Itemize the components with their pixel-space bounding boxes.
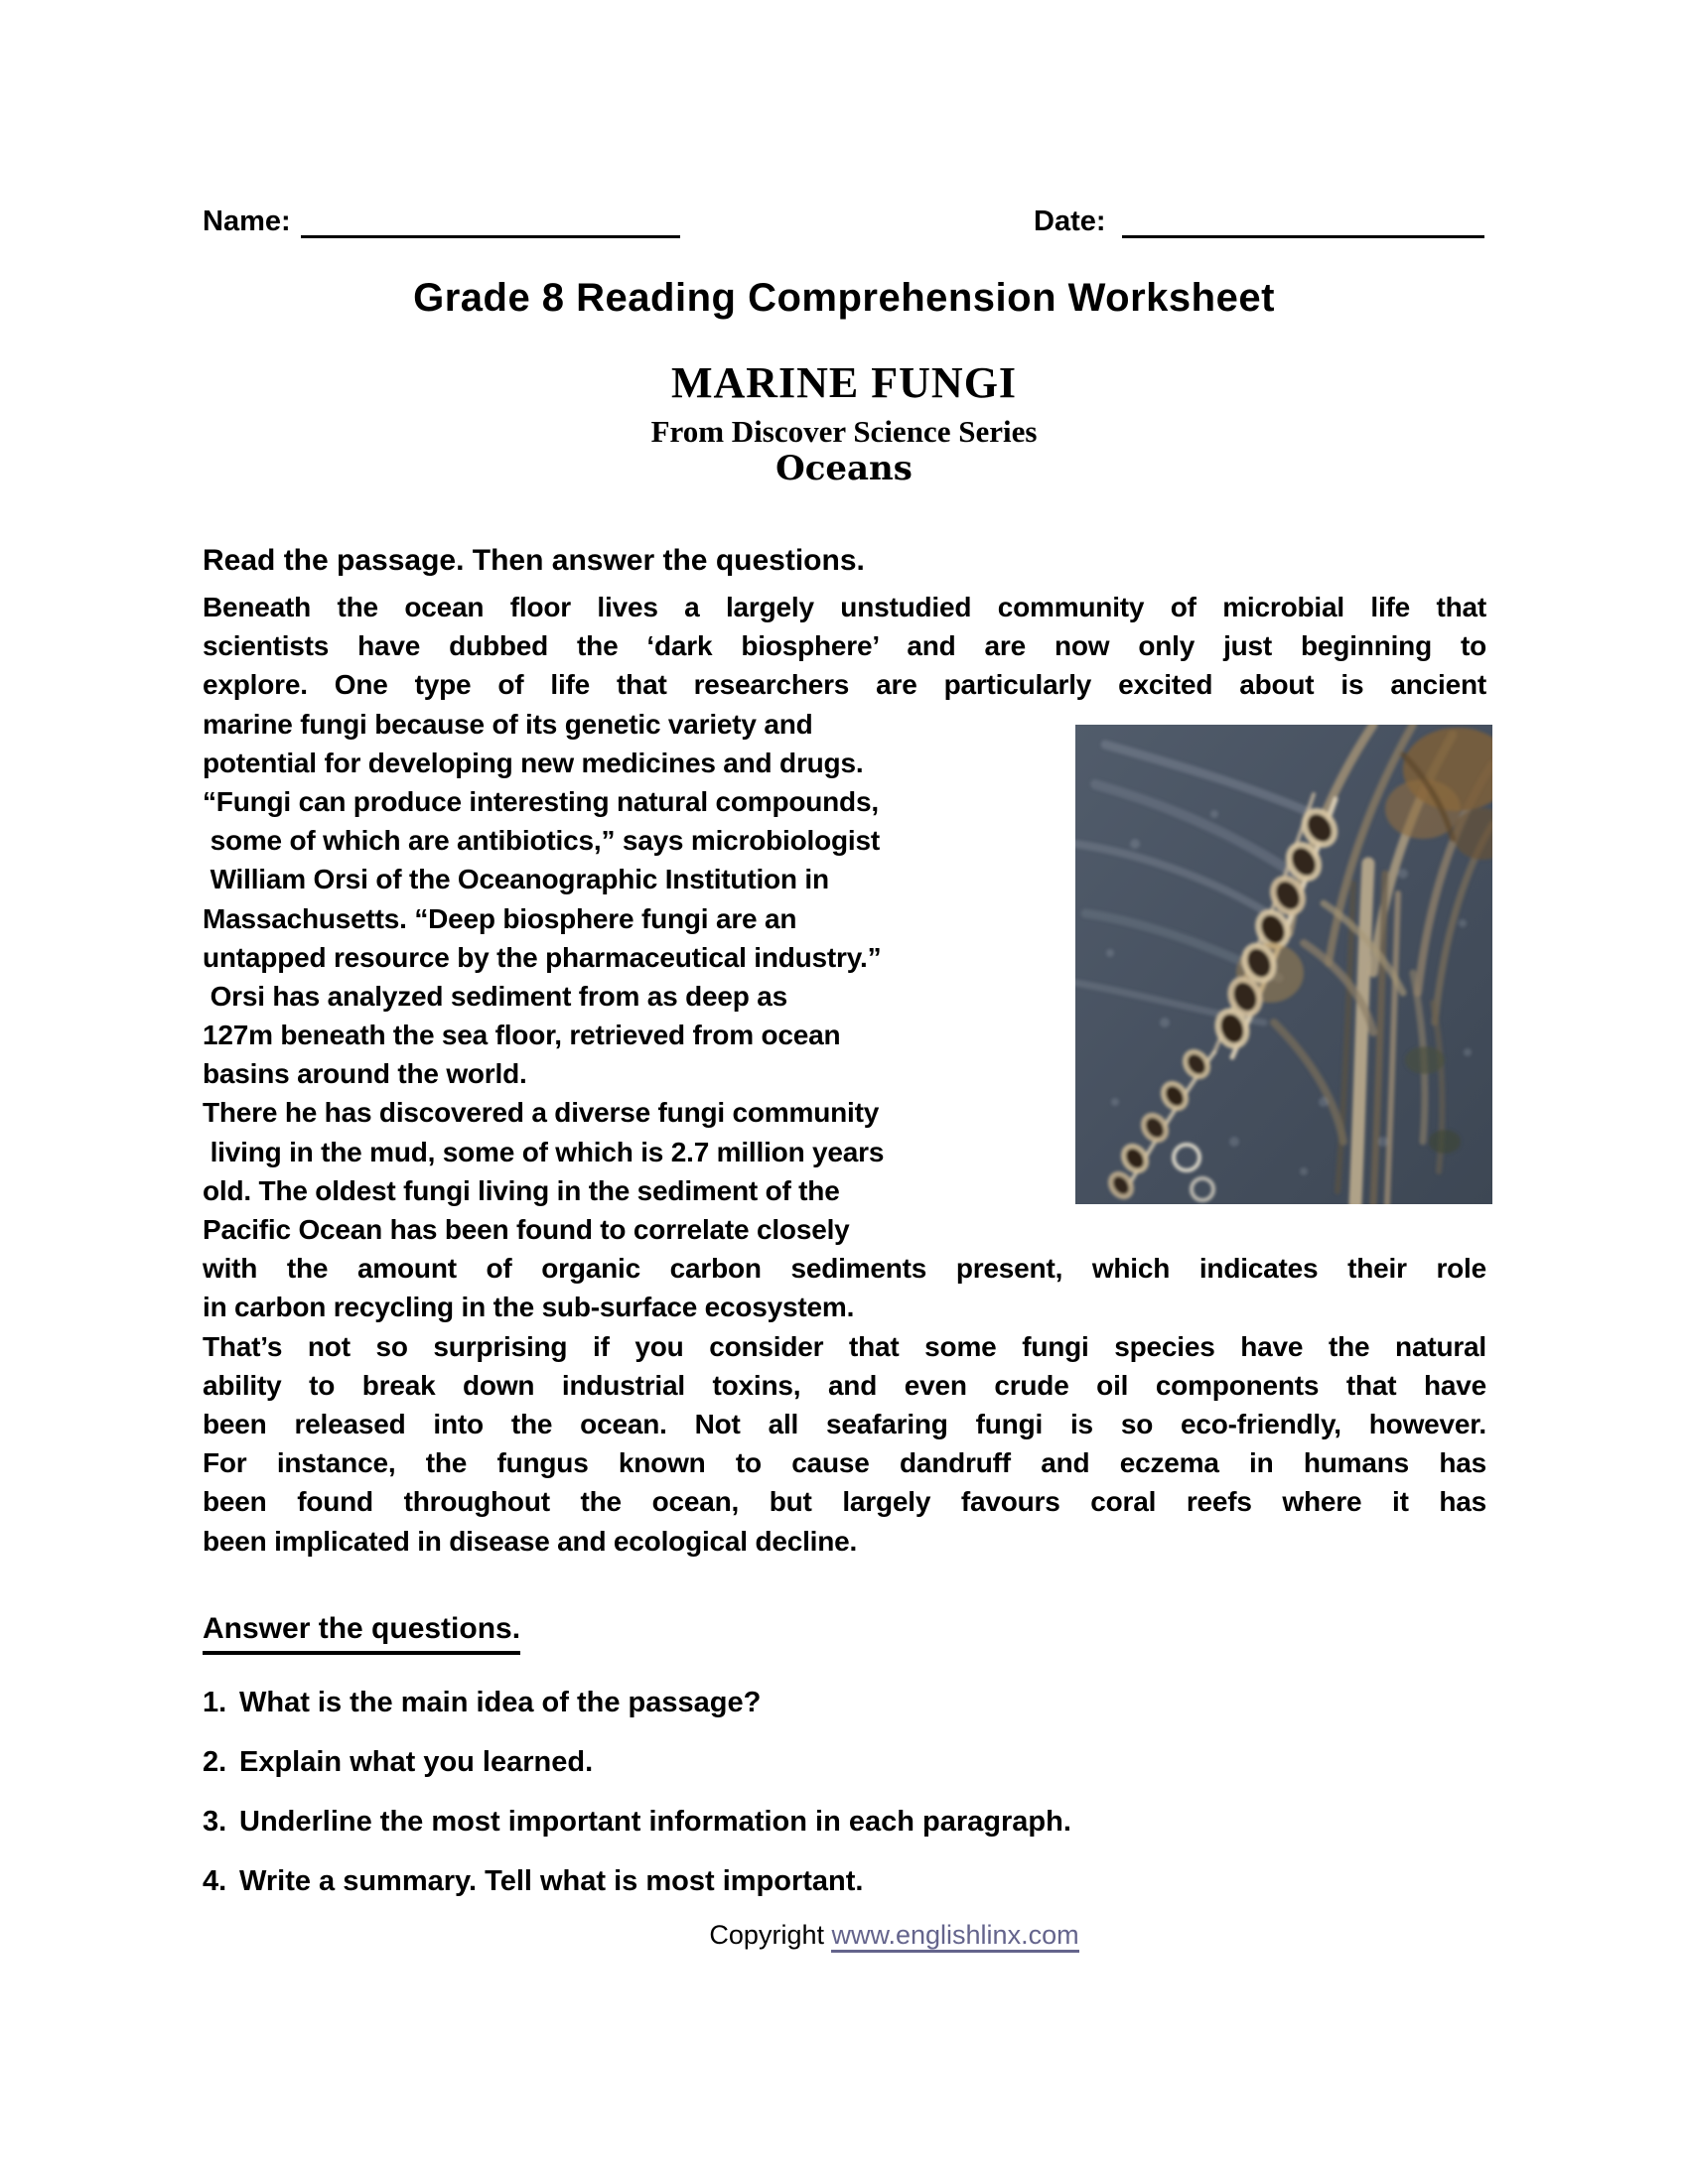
name-label: Name: — [203, 205, 291, 237]
name-blank-line — [301, 205, 680, 238]
date-blank-line — [1122, 205, 1484, 238]
question-item — [203, 1805, 1543, 1839]
question-number: 1. — [203, 1687, 227, 1718]
name-field — [203, 205, 680, 238]
passage-line: with the amount of organic carbon sediments present, which indicates their role — [203, 1253, 1486, 1285]
question-text: Underline the most important information in each paragraph. — [239, 1806, 1071, 1838]
passage-line: Orsi has analyzed sediment from as deep as — [203, 980, 787, 1012]
passage-line: basins around the world. — [203, 1058, 527, 1090]
passage-series: Oceans — [775, 449, 913, 488]
question-number: 4. — [203, 1865, 227, 1897]
worksheet-title: Grade 8 Reading Comprehension Worksheet — [413, 276, 1275, 320]
passage-line: Massachusetts. “Deep biosphere fungi are an — [203, 902, 797, 934]
passage-source: From Discover Science Series — [650, 414, 1038, 449]
passage-line: been found throughout the ocean, but largely favours coral reefs where it has — [203, 1486, 1486, 1518]
passage-line: That’s not so surprising if you consider that some fungi species have the natural — [203, 1330, 1486, 1362]
instructions-text: Read the passage. Then answer the questions. — [203, 544, 865, 577]
question-text: What is the main idea of the passage? — [239, 1687, 762, 1718]
passage-line: 127m beneath the sea floor, retrieved from ocean — [203, 1020, 841, 1051]
passage-line: some of which are antibiotics,” says microbiologist — [203, 825, 880, 857]
passage-line: old. The oldest fungi living in the sediment of the — [203, 1174, 840, 1206]
passage-title: MARINE FUNGI — [670, 358, 1018, 407]
question-item — [203, 1864, 1543, 1898]
date-label: Date: — [1034, 205, 1106, 237]
questions-list — [203, 1686, 1543, 1924]
passage-line: scientists have dubbed the ‘dark biosphere’ and are now only just beginning to — [203, 630, 1486, 662]
passage-line: William Orsi of the Oceanographic Institution in — [203, 864, 829, 895]
copyright-label: Copyright — [709, 1920, 832, 1950]
date-field — [1034, 205, 1484, 238]
passage-line: There he has discovered a diverse fungi community — [203, 1097, 880, 1129]
copyright-footer — [203, 1918, 1486, 1952]
question-item — [203, 1686, 1543, 1719]
question-number: 3. — [203, 1806, 227, 1838]
passage-line: “Fungi can produce interesting natural compounds, — [203, 785, 879, 817]
passage-line: in carbon recycling in the sub-surface ecosystem. — [203, 1292, 855, 1323]
passage-line: potential for developing new medicines and drugs. — [203, 747, 864, 778]
passage-line: living in the mud, some of which is 2.7 million years — [203, 1136, 885, 1167]
passage-line: been released into the ocean. Not all seafaring fungi is so eco-friendly, however. — [203, 1408, 1486, 1439]
passage-line: explore. One type of life that researchers are particularly excited about is ancient — [203, 669, 1486, 701]
passage-line: been implicated in disease and ecological decline. — [203, 1525, 858, 1557]
marine-fungi-photo — [1075, 725, 1492, 1204]
passage-line: Pacific Ocean has been found to correlate closely — [203, 1214, 850, 1245]
passage-line: For instance, the fungus known to cause dandruff and eczema in humans has — [203, 1447, 1486, 1479]
answer-heading: Answer the questions. — [203, 1612, 520, 1655]
marine-fungi-photo-art — [1075, 725, 1492, 1204]
passage-line: ability to break down industrial toxins, and even crude oil components that have — [203, 1369, 1486, 1401]
copyright-link[interactable]: www.englishlinx.com — [831, 1920, 1078, 1953]
question-item — [203, 1745, 1543, 1779]
passage-line: marine fungi because of its genetic variety and — [203, 708, 813, 740]
question-number: 2. — [203, 1746, 227, 1778]
question-text: Explain what you learned. — [239, 1746, 594, 1778]
passage-line: Beneath the ocean floor lives a largely unstudied community of microbial life that — [203, 592, 1486, 622]
question-text: Write a summary. Tell what is most important. — [239, 1865, 864, 1897]
passage-line: untapped resource by the pharmaceutical industry.” — [203, 941, 882, 973]
